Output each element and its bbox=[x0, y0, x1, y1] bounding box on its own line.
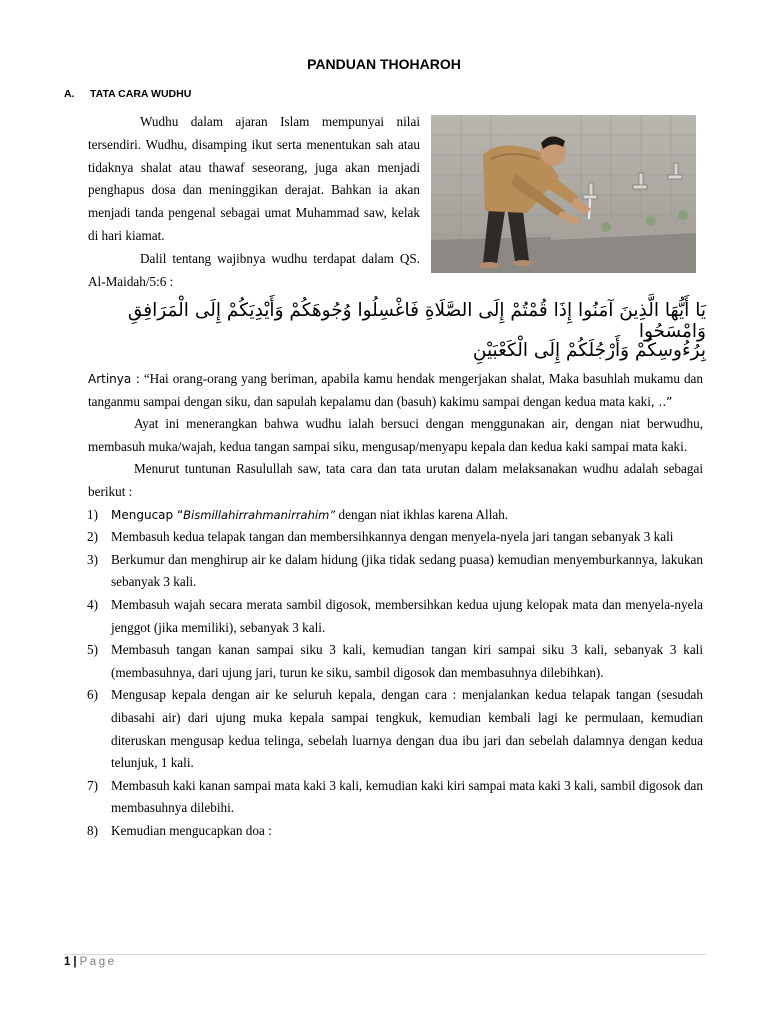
translation-text: “Hai orang-orang yang beriman, apabila kamu hendak mengerjakan shalat, Maka basuhlah mukamu dan tanganmu sampai dengan siku, dan sapulah kepalamu dan (basuh) kakimu sampai dengan kedua mata kaki bbox=[88, 371, 703, 409]
translation-label: Artinya : bbox=[88, 372, 140, 386]
list-item bbox=[88, 775, 703, 820]
man-washing-hands-illustration bbox=[431, 115, 696, 273]
basmalah-latin: Bismillahirrahmanirrahim” bbox=[183, 507, 336, 522]
section-title: TATA CARA WUDHU bbox=[90, 88, 192, 100]
step-text: Mengusap kepala dengan air ke seluruh kepala, dengan cara : menjalankan kedua telapak tangan (sesudah dibasahi air) dari ujung muka kepala sampai tengkuk, kemudian kembali lagi ke permulaan, kemudian diteruskan mengusap kedua telinga, sebelah luarnya dengan dua ibu jari dan sebelah dalamnya dengan kedua telunjuk, 1 kali. bbox=[111, 687, 703, 771]
step-number: 2) bbox=[87, 529, 98, 545]
section-heading bbox=[64, 88, 191, 100]
step-text: Berkumur dan menghirup air ke dalam hidung (jika tidak sedang puasa) kemudian menyemburkannya, lakukan sebanyak 3 kali. bbox=[111, 551, 703, 590]
list-item bbox=[88, 549, 703, 594]
step-number: 7) bbox=[87, 777, 98, 793]
list-item bbox=[88, 594, 703, 639]
footer-separator: | bbox=[73, 956, 77, 968]
step-text: Membasuh wajah secara merata sambil digosok, membersihkan kedua ujung kelopak mata dan menyela-nyela jenggot (jika memiliki), sebanyak 3 kali. bbox=[111, 596, 703, 635]
step-number: 1) bbox=[87, 506, 98, 522]
step-text: Kemudian mengucapkan doa : bbox=[111, 822, 272, 838]
intro-text bbox=[88, 111, 420, 293]
step-text: Membasuh kedua telapak tangan dan membersihkannya dengan menyela-nyela jari tangan sebanyak 3 kali bbox=[111, 529, 674, 545]
step-number: 5) bbox=[87, 642, 98, 658]
page-number: 1 bbox=[64, 956, 71, 968]
translation-suffix: , ..” bbox=[650, 394, 673, 409]
list-item bbox=[88, 639, 703, 684]
wudhu-photo bbox=[431, 115, 696, 273]
quran-verse-line-2: بِرُءُوسِكُمْ وَأَرْجُلَكُمْ إِلَى الْكَعْبَيْنِ bbox=[472, 340, 706, 361]
step-prefix: Mengucap “ bbox=[111, 507, 184, 522]
dalil-paragraph: Dalil tentang wajibnya wudhu terdapat dalam QS. Al-Maidah/5:6 : bbox=[88, 250, 420, 289]
main-body bbox=[88, 368, 703, 842]
step-number: 8) bbox=[87, 822, 98, 838]
list-item bbox=[88, 820, 703, 843]
intro-paragraph: Wudhu dalam ajaran Islam mempunyai nilai tersendiri. Wudhu, disamping ikut serta menentukan sah atau tidaknya shalat atau thawaf seseorang, juga akan menjadi penghapus dosa dan meninggikan derajat. Bahkan ia akan menjadi tanda pengenal sebagai umat Muhammad saw, kelak di hari kiamat. bbox=[88, 114, 420, 243]
step-number: 4) bbox=[87, 596, 98, 612]
page-title: PANDUAN THOHAROH bbox=[307, 56, 461, 72]
list-item bbox=[88, 684, 703, 774]
page-footer bbox=[64, 956, 116, 968]
list-item bbox=[88, 526, 703, 549]
step-number: 6) bbox=[87, 687, 98, 703]
footer-divider bbox=[64, 954, 706, 955]
page-label: Page bbox=[79, 956, 117, 968]
section-letter: A. bbox=[64, 88, 75, 100]
lead-in-paragraph: Menurut tuntunan Rasulullah saw, tata cara dan tata urutan dalam melaksanakan wudhu adalah sebagai berikut : bbox=[88, 461, 703, 499]
step-text: Membasuh kaki kanan sampai mata kaki 3 kali, kemudian kaki kiri sampai mata kaki 3 kali, sambil digosok dan membasuhnya dilebihi. bbox=[111, 777, 703, 816]
explanation-paragraph: Ayat ini menerangkan bahwa wudhu ialah bersuci dengan menggunakan air, dengan niat berwudhu, membasuh muka/wajah, kedua tangan sampai siku, mengusap/menyapu kepala dan kedua kaki sampai mata kaki. bbox=[88, 416, 703, 454]
step-number: 3) bbox=[87, 551, 98, 567]
quran-verse-line-1: يَا أَيُّهَا الَّذِينَ آمَنُوا إِذَا قُمْتُمْ إِلَى الصَّلَاةِ فَاغْسِلُوا وُجُوهَكُمْ وَأَيْدِيَكُمْ إِلَى الْمَرَافِقِ وَامْسَحُوا bbox=[127, 300, 706, 342]
translation-paragraph bbox=[88, 368, 703, 413]
step-text: Membasuh tangan kanan sampai siku 3 kali, kemudian tangan kiri sampai siku 3 kali, sebanyak 3 kali (membasuhnya, dari ujung jari, turun ke siku, sambil digosok dan membasuhnya dilebihkan). bbox=[111, 642, 703, 680]
step-text: dengan niat ikhlas karena Allah. bbox=[335, 506, 509, 522]
wudhu-steps-list bbox=[88, 504, 703, 843]
list-item bbox=[88, 504, 703, 527]
